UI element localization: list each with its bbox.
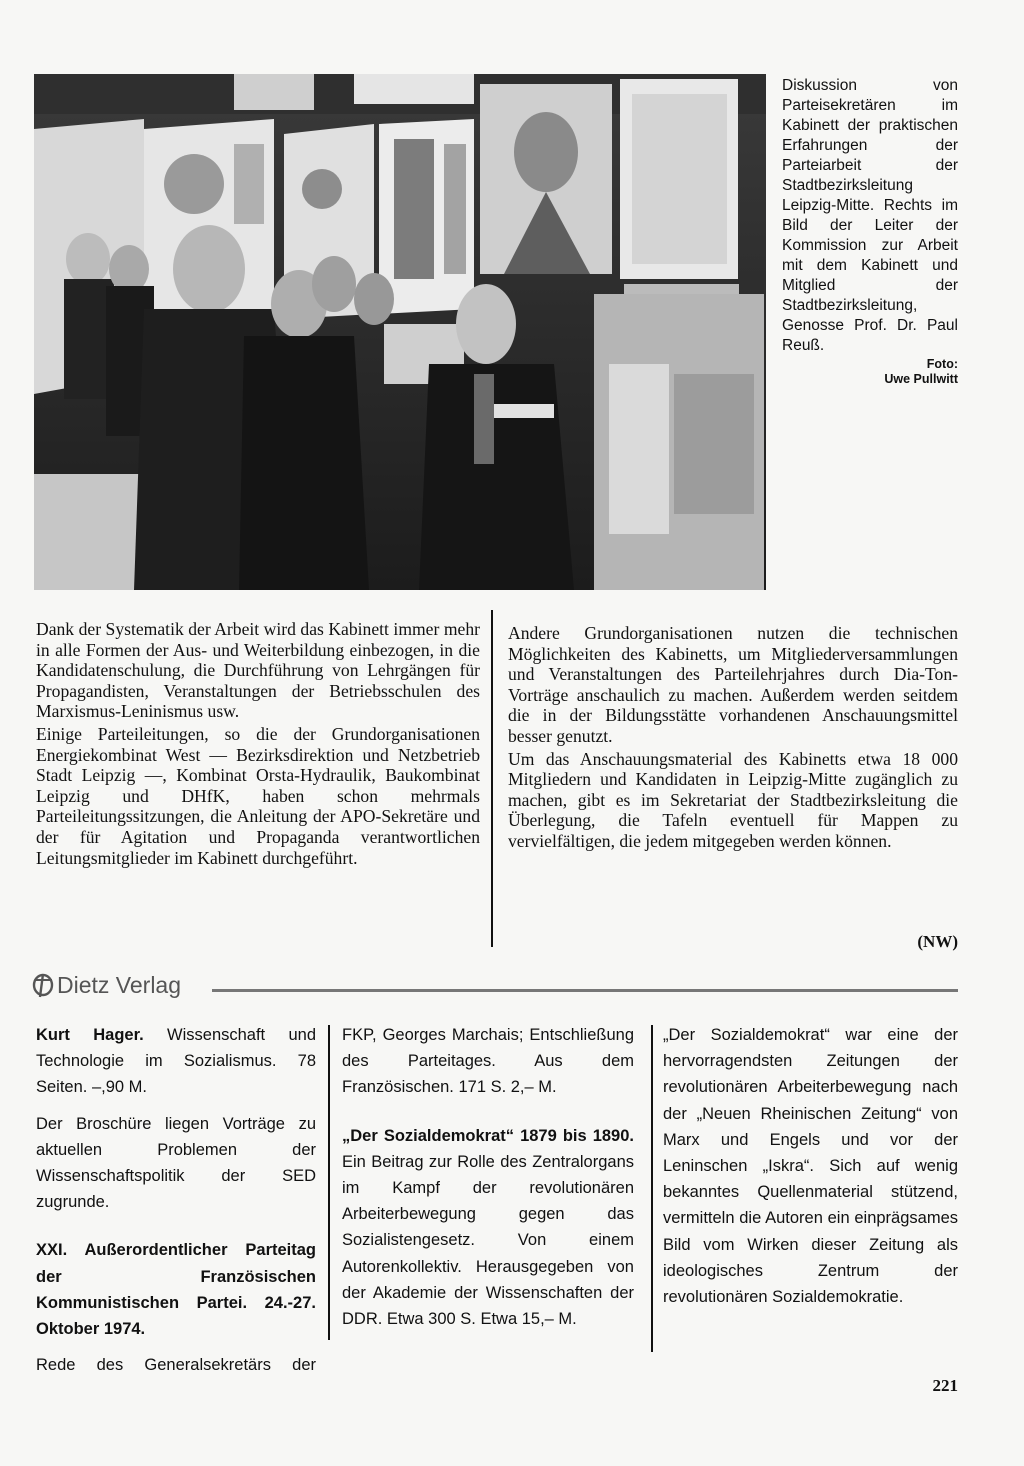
- article-column-right: [508, 623, 958, 854]
- photo-credit-label: Foto:: [926, 357, 958, 371]
- book-note: [342, 1123, 634, 1333]
- dietz-logo-icon: [32, 972, 54, 998]
- column-divider: [491, 610, 493, 947]
- book-note-body: Ein Beitrag zur Rolle des Zentralorgans im Kampf der revolutionären Arbeiterbewegung gegen das Sozialistengesetz. Von einem Autorenkollektiv. Herausgegeben von der Akademie der Wissenschaften der DDR. Etwa 300 S. Etwa 15,– M.: [342, 1152, 634, 1329]
- photo-illustration: [34, 74, 766, 590]
- photo-caption: Diskussion von Parteisekretären im Kabinett der praktischen Erfahrungen der Parteiarbeit der Stadtbezirksleitung Leipzig-Mitte. Rechts im Bild der Leiter der Kommission zur Arbeit mit dem Kabinett und Mitglied der Stadtbezirksleitung, Genosse Prof. Dr. Paul Reuß.: [782, 77, 958, 354]
- article-paragraph: Um das Anschauungsmaterial des Kabinetts etwa 18 000 Mitgliedern und Kandidaten in Leipzig-Mitte zugänglich zu machen, gibt es im Sekretariat der Stadtbezirksleitung die Überlegung, die Tafeln eventuell für Mappen zu vervielfältigen, die jedem mitgegeben werden können.: [508, 748, 958, 851]
- column-divider: [328, 1025, 330, 1340]
- book-note-heading: [36, 1237, 316, 1342]
- book-note-title-bold: XXI. Außerordentlicher Parteitag der Französischen Kommunistischen Partei. 24.-27. Oktober 1974.: [36, 1241, 316, 1339]
- column-divider: [651, 1025, 653, 1352]
- article-column-left: [36, 619, 480, 870]
- article-paragraph: Andere Grundorganisationen nutzen die technischen Möglichkeiten des Kabinetts, um Mitgliederversammlungen und Veranstaltungen des Parteilehrjahres durch Dia-Ton-Vorträge anschaulich zu machen. Außerdem werden seitdem die in der Bildungsstätte vorhandenen Anschauungsmittel besser genutzt.: [508, 623, 958, 746]
- book-notes-column-2: [342, 1022, 634, 1342]
- article-signature: (NW): [917, 932, 958, 951]
- book-notes-column-1: [36, 1022, 316, 1388]
- photo: [34, 74, 766, 590]
- page-number: 221: [932, 1376, 958, 1395]
- article-paragraph: Einige Parteileitungen, so die der Grundorganisationen Energiekombinat West — Bezirksdirektion und Netzbetrieb Stadt Leipzig —, Kombinat Orsta-Hydraulik, Baukombinat Leipzig und DHfK, haben schon mehrmals Parteileitungssitzungen, die Anleitung der APO-Sekretäre und der für Agitation und Propaganda verantwortlichen Leitungsmitglieder im Kabinett durchgeführt.: [36, 723, 480, 868]
- photo-credit: [840, 357, 958, 387]
- book-notes-column-3: [663, 1022, 958, 1320]
- book-note-title-bold: „Der Sozialdemokrat“ 1879 bis 1890.: [342, 1126, 634, 1145]
- book-note-author: Kurt Hager.: [36, 1026, 144, 1044]
- publisher-rule: [212, 989, 958, 992]
- photo-credit-name: Uwe Pullwitt: [884, 372, 958, 386]
- book-note-body: „Der Sozialdemokrat“ war eine der hervorragendsten Zeitungen der revolutionären Arbeiterbewegung nach der „Neuen Rheinischen Zeitung“ von Marx und Engels und vor der Leninschen „Iskra“. Sich auf wenig bekanntes Quellenmaterial stützend, vermitteln die Autoren ein einprägsames Bild vom Wirken dieser Zeitung als ideologisches Zentrum der revolutionären Sozialdemokratie.: [663, 1026, 958, 1307]
- book-note-title: Wissenschaft und Technologie im Sozialismus. 78 Seiten. –,90 M.: [36, 1026, 316, 1097]
- book-note-body: FKP, Georges Marchais; Entschließung des Parteitages. Aus dem Französischen. 171 S. 2,– M.: [342, 1026, 634, 1097]
- article-paragraph: Dank der Systematik der Arbeit wird das Kabinett immer mehr in alle Formen der Aus- und Weiterbildung einbezogen, in die Kandidatenschulung, die Durchführung von Lehrgängen für Propagandisten, Veranstaltungen der Betriebsschulen des Marxismus-Leninismus usw.: [36, 619, 480, 722]
- book-note-body: Der Broschüre liegen Vorträge zu aktuellen Problemen der Wissenschaftspolitik der SED zugrunde.: [36, 1114, 316, 1212]
- publisher-logo: [32, 970, 181, 1000]
- publisher-name: Dietz Verlag: [57, 971, 182, 998]
- book-note: [36, 1022, 316, 1101]
- book-note-body: Rede des Generalsekretärs der: [36, 1356, 316, 1375]
